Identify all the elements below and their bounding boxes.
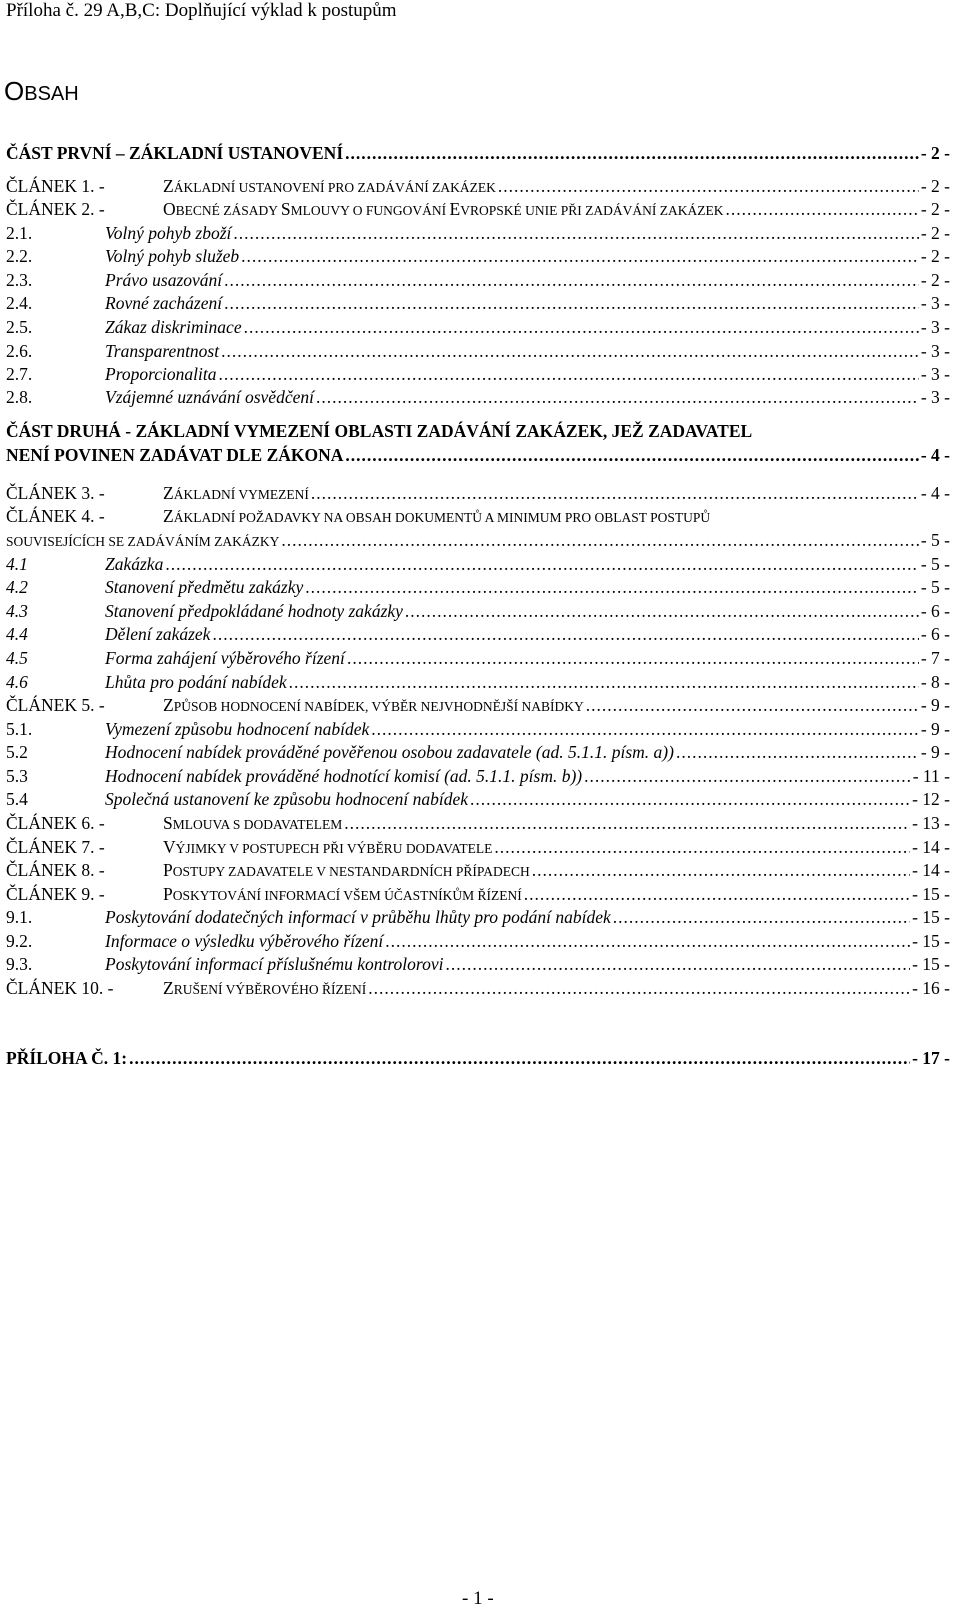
toc-article-5[interactable]: ČLÁNEK 5. - ZPŮSOB HODNOCENÍ NABÍDEK, VÝBĚR NEJVHODNĚJŠÍ NABÍDKY ..... - 9 - (6, 694, 950, 718)
page-number: - 1 - (462, 1588, 494, 1609)
toc-section-4-6[interactable]: 4.6 Lhůta pro podání nabídek ..... - 8 - (6, 671, 950, 693)
toc-section-5-4[interactable]: 5.4 Společná ustanovení ke způsobu hodnocení nabídek ..... - 12 - (6, 788, 950, 810)
toc-part-2-line-1[interactable]: ČÁST DRUHÁ - ZÁKLADNÍ VYMEZENÍ OBLASTI ZADÁVÁNÍ ZAKÁZEK, JEŽ ZADAVATEL (6, 421, 753, 441)
toc-article-8[interactable]: ČLÁNEK 8. - POSTUPY ZADAVATELE V NESTANDARDNÍCH PŘÍPADECH ..... - 14 - (6, 859, 950, 883)
toc-section-5-3[interactable]: 5.3 Hodnocení nabídek prováděné hodnotící komisí (ad. 5.1.1. písm. b)) ..... - 11 - (6, 765, 950, 787)
page-title: OBSAH (4, 76, 79, 106)
toc-section-4-5[interactable]: 4.5 Forma zahájení výběrového řízení ..... - 7 - (6, 647, 950, 669)
toc-section-2-2[interactable]: 2.2. Volný pohyb služeb ..... - 2 - (6, 245, 950, 267)
toc-article-4-line-1[interactable]: ČLÁNEK 4. - ZÁKLADNÍ POŽADAVKY NA OBSAH DOKUMENTŮ A MINIMUM PRO OBLAST POSTUPŮ (6, 506, 711, 526)
toc-section-2-1[interactable]: 2.1. Volný pohyb zboží ..... - 2 - (6, 222, 950, 244)
toc-section-4-2[interactable]: 4.2 Stanovení předmětu zakázky ..... - 5 - (6, 576, 950, 598)
toc-section-2-3[interactable]: 2.3. Právo usazování ..... - 2 - (6, 269, 950, 291)
toc-section-2-4[interactable]: 2.4. Rovné zacházení ..... - 3 - (6, 292, 950, 314)
toc-section-2-7[interactable]: 2.7. Proporcionalita ..... - 3 - (6, 363, 950, 385)
document-header: Příloha č. 29 A,B,C: Doplňující výklad k postupům (6, 0, 397, 21)
toc-article-1[interactable]: ČLÁNEK 1. - ZÁKLADNÍ USTANOVENÍ PRO ZADÁVÁNÍ ZAKÁZEK ..... - 2 - (6, 175, 950, 199)
toc-section-4-4[interactable]: 4.4 Dělení zakázek ..... - 6 - (6, 623, 950, 645)
toc-article-4[interactable]: SOUVISEJÍCÍCH SE ZADÁVÁNÍM ZAKÁZKY ..... - 5 - (6, 529, 950, 553)
toc-annex-1[interactable]: PŘÍLOHA Č. 1: ..... - 17 - (6, 1047, 950, 1069)
toc-section-2-5[interactable]: 2.5. Zákaz diskriminace ..... - 3 - (6, 316, 950, 338)
toc-section-5-2[interactable]: 5.2 Hodnocení nabídek prováděné pověřenou osobou zadavatele (ad. 5.1.1. písm. a)) ..... - 9 - (6, 741, 950, 763)
toc-part-2[interactable]: NENÍ POVINEN ZADÁVAT DLE ZÁKONA ..... - 4 - (6, 444, 950, 466)
toc-section-4-1[interactable]: 4.1 Zakázka ..... - 5 - (6, 553, 950, 575)
toc-article-3[interactable]: ČLÁNEK 3. - ZÁKLADNÍ VYMEZENÍ ..... - 4 - (6, 482, 950, 506)
toc-section-2-6[interactable]: 2.6. Transparentnost ..... - 3 - (6, 340, 950, 362)
toc-section-9-3[interactable]: 9.3. Poskytování informací příslušnému kontrolorovi ..... - 15 - (6, 953, 950, 975)
toc-section-2-8[interactable]: 2.8. Vzájemné uznávání osvědčení ..... - 3 - (6, 386, 950, 408)
toc-article-2[interactable]: ČLÁNEK 2. - OBECNÉ ZÁSADY SMLOUVY O FUNGOVÁNÍ EVROPSKÉ UNIE PŘI ZADÁVÁNÍ ZAKÁZEK ..... - 2 - (6, 198, 950, 222)
toc-article-6[interactable]: ČLÁNEK 6. - SMLOUVA S DODAVATELEM ..... - 13 - (6, 812, 950, 836)
toc-article-7[interactable]: ČLÁNEK 7. - VÝJIMKY V POSTUPECH PŘI VÝBĚRU DODAVATELE ..... - 14 - (6, 836, 950, 860)
toc-article-10[interactable]: ČLÁNEK 10. - ZRUŠENÍ VÝBĚROVÉHO ŘÍZENÍ ..... - 16 - (6, 977, 950, 1001)
toc-article-9[interactable]: ČLÁNEK 9. - POSKYTOVÁNÍ INFORMACÍ VŠEM ÚČASTNÍKŮM ŘÍZENÍ ..... - 15 - (6, 883, 950, 907)
toc-section-5-1[interactable]: 5.1. Vymezení způsobu hodnocení nabídek ..... - 9 - (6, 718, 950, 740)
toc-part-1[interactable]: ČÁST PRVNÍ – ZÁKLADNÍ USTANOVENÍ ..... - 2 - (6, 142, 950, 164)
toc-section-4-3[interactable]: 4.3 Stanovení předpokládané hodnoty zakázky ..... - 6 - (6, 600, 950, 622)
toc-section-9-1[interactable]: 9.1. Poskytování dodatečných informací v průběhu lhůty pro podání nabídek ..... - 15 - (6, 906, 950, 928)
toc-section-9-2[interactable]: 9.2. Informace o výsledku výběrového řízení ..... - 15 - (6, 930, 950, 952)
